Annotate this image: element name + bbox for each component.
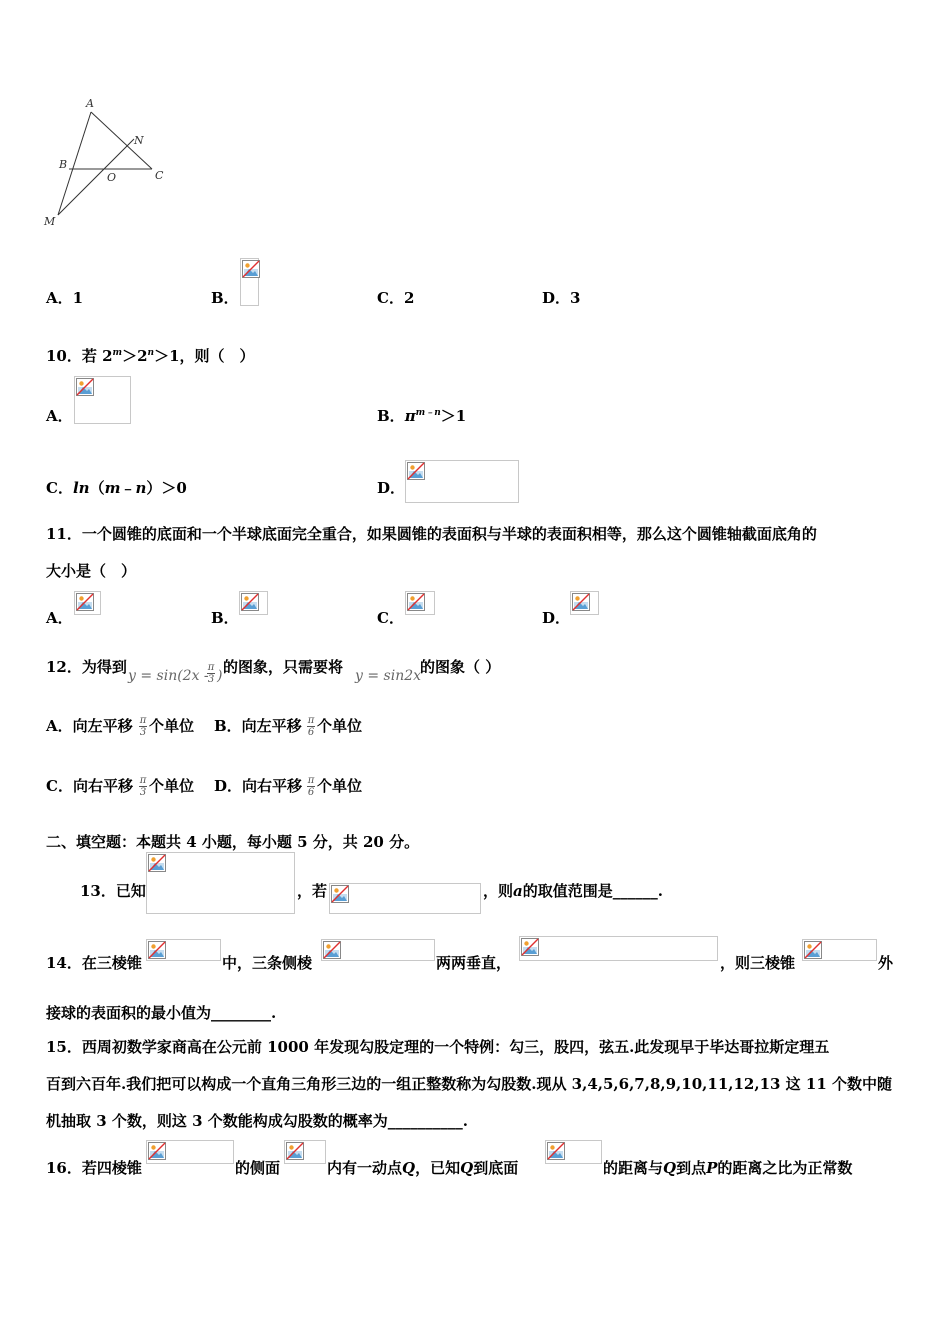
line-MN [58, 139, 134, 215]
q12-option-a: A．向左平移 [46, 717, 133, 735]
q13-given-image [146, 852, 295, 914]
broken-image-icon [804, 941, 822, 959]
label-O: O [107, 171, 117, 184]
broken-image-icon [331, 885, 349, 903]
section-title: 二、填空题：本题共 4 小题，每小题 5 分，共 20 分。 [46, 833, 420, 851]
q12-option-a-unit: 个单位 [149, 717, 195, 735]
broken-image-icon [521, 938, 539, 956]
q12-option-b-unit: 个单位 [317, 717, 363, 735]
q16-side: 的侧面 [235, 1159, 281, 1177]
q11-option-b-image [239, 591, 268, 615]
q12-stem-mid: 的图象，只需要将 [223, 658, 344, 676]
q10-stem: 10．若 $2^m>2^n>1$，则（ ） [46, 347, 255, 365]
broken-image-icon [148, 854, 166, 872]
triangle-figure [40, 92, 180, 232]
q11-option-c-image [405, 591, 435, 615]
broken-image-icon [286, 1142, 304, 1160]
q10-option-c: C．ln（m﹣n）＞0 [46, 479, 187, 497]
q10-option-b: B．$\pi^{m﹣n}>1$ [377, 407, 467, 425]
q12-formula-target: y = sin(2x - [128, 668, 209, 684]
q12-option-c-unit: 个单位 [149, 777, 195, 795]
q11-stem-line1: 11．一个圆锥的底面和一个半球底面完全重合，如果圆锥的表面积与半球的表面积相等，那么这个圆锥轴截面底角的 [46, 525, 817, 543]
broken-image-icon [407, 593, 425, 611]
broken-image-icon [242, 260, 260, 278]
q9-option-c: C．2 [377, 289, 415, 307]
q13-if: ，若 [297, 882, 328, 900]
q11-option-b: B． [211, 609, 239, 627]
q16-mid: 内有一动点Q，已知Q到底面 [327, 1159, 519, 1177]
broken-image-icon [572, 593, 590, 611]
broken-image-icon [407, 462, 425, 480]
q9-option-d: D．3 [542, 289, 581, 307]
q12-formula-close: ) [217, 668, 223, 684]
broken-image-icon [547, 1142, 565, 1160]
q11-stem-line2: 大小是（ ） [46, 562, 137, 580]
q10-option-a: A． [46, 407, 73, 425]
q11-option-a-image [74, 591, 101, 615]
q10-option-d: D． [377, 479, 406, 497]
q11-option-d: D． [542, 609, 571, 627]
label-C: C [155, 169, 164, 182]
broken-image-icon [76, 593, 94, 611]
q12-option-b-frac: π 6 [307, 715, 315, 738]
broken-image-icon [76, 378, 94, 396]
q12-option-d-frac: π 6 [307, 775, 315, 798]
q11-option-a: A． [46, 609, 73, 627]
q12-option-c: C．向右平移 [46, 777, 133, 795]
q14-condition-image [519, 936, 718, 961]
q12-option-b: B．向左平移 [214, 717, 302, 735]
q10-option-a-image [74, 376, 131, 424]
q12-stem-start: 12．为得到 [46, 658, 127, 676]
q13-start: 13．已知 [80, 882, 146, 900]
q14-pyramid-image-2 [802, 939, 877, 961]
q13-end: ，则a的取值范围是______. [483, 882, 663, 900]
q16-face-image [284, 1140, 326, 1164]
q12-option-c-frac: π 3 [139, 775, 147, 798]
label-B: B [59, 158, 68, 171]
q16-start: 16．若四棱锥 [46, 1159, 142, 1177]
q14-start: 14．在三棱锥 [46, 954, 142, 972]
q11-option-d-image [570, 591, 599, 615]
q16-end: 的距离与Q到点P的距离之比为正常数 [603, 1159, 853, 1177]
q15-line3: 机抽取 3 个数，则这 3 个数能构成勾股数的概率为__________. [46, 1112, 468, 1130]
label-M: M [44, 215, 56, 228]
q15-line2: 百到六百年.我们把可以构成一个直角三角形三边的一组正整数称为勾股数.现从 3,4,5,6,7,8,9,10,11,12,13 这 11 个数中随 [46, 1075, 892, 1093]
q10-option-d-image [405, 460, 519, 503]
q12-formula-source: y = sin2x [355, 668, 422, 684]
broken-image-icon [148, 941, 166, 959]
broken-image-icon [241, 593, 259, 611]
q15-line1: 15．西周初数学家商高在公元前 1000 年发现勾股定理的一个特例：勾三，股四，弦五.此发现早于毕达哥拉斯定理五 [46, 1038, 830, 1056]
label-A: A [86, 97, 94, 110]
q14-pyramid-image [146, 939, 221, 961]
label-N: N [134, 134, 144, 147]
q9-option-a: A．1 [46, 289, 84, 307]
q9-option-b-image [240, 258, 259, 306]
q13-condition-image [329, 883, 481, 914]
q16-pyramid-image [146, 1140, 234, 1164]
q14-outer: 外 [878, 954, 894, 972]
q12-option-d: D．向右平移 [214, 777, 303, 795]
q11-option-c: C． [377, 609, 404, 627]
broken-image-icon [323, 941, 341, 959]
q12-stem-end: 的图象（ ） [420, 658, 501, 676]
q9-option-b: B． [211, 289, 239, 307]
q12-formula-frac: π 3 [207, 662, 215, 685]
q12-option-a-frac: π 3 [139, 715, 147, 738]
q16-base-image [545, 1140, 602, 1164]
q14-perpendicular: 两两垂直， [436, 954, 512, 972]
broken-image-icon [148, 1142, 166, 1160]
q14-then: ，则三棱锥 [720, 954, 796, 972]
q12-option-d-unit: 个单位 [317, 777, 363, 795]
q14-edges: 中，三条侧棱 [222, 954, 313, 972]
q14-line2: 接球的表面积的最小值为________. [46, 1004, 277, 1022]
q14-edges-image [321, 939, 435, 961]
